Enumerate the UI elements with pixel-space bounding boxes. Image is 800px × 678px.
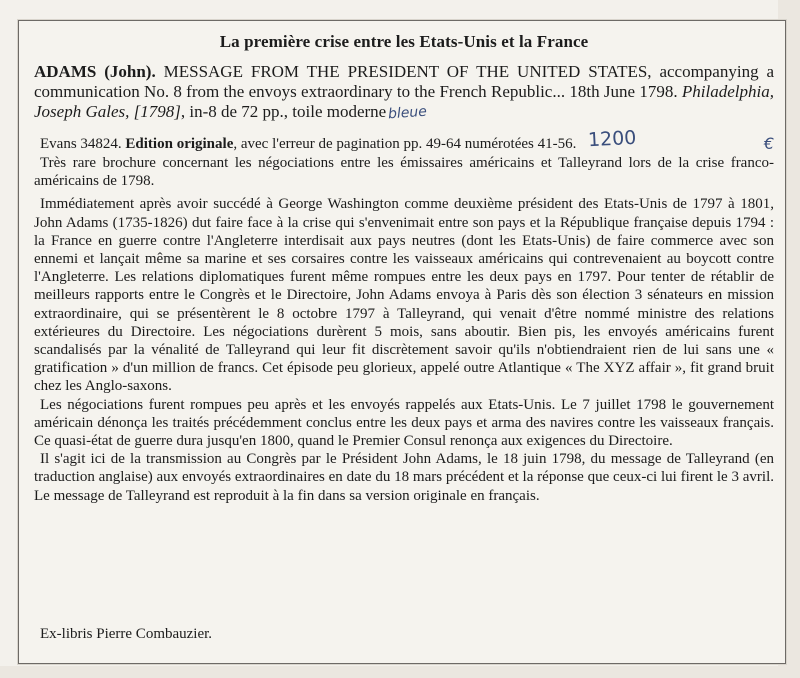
- page-edge-bottom: [0, 666, 800, 678]
- handwritten-color-note: bleue: [387, 103, 428, 123]
- paragraph-history: Immédiatement après avoir succédé à George Washington comme deuxième président des Etats-Unis de 1797 à 1801, John Adams (1735-1826) dut faire face à la crise qui s'envenimait entre son pays et la République française depuis 1794 : la France en guerre contre l'Angleterre interdisait aux pays neutres (dont les Etats-Unis) de faire commerce avec son ennemi et lançait même sa marine et ses corsaires contre les vaisseaux américains qui contrevenaient au boycott contre l'Angleterre. Les relations diplomatiques furent même rompues entre les deux pays en 1797. Pour tenter de rétablir de meilleurs rapports entre le Congrès et le Directoire, John Adams envoya à Paris dès son élection 3 sénateurs en mission extraordinaire, qui se présentèrent le 8 octobre 1797 à Talleyrand, qui venait d'être nommé ministre des relations extérieures du Directoire. Les négociations durèrent 5 mois, sans aboutir. Bien pis, les envoyés américains furent scandalisés par la vénalité de Talleyrand qui leur fit discrètement savoir qu'ils n'obtiendraient rien de lui sans une « gratification » d'un million de francs. Cet épisode peu glorieux, appelé outre Atlantique « The XYZ affair », fit grand bruit chez les Anglo-saxons.: [34, 196, 774, 395]
- evans-reference: Evans 34824.: [40, 136, 126, 152]
- euro-symbol: €: [763, 134, 774, 153]
- catalogue-entry: [34, 32, 774, 505]
- bibliographic-reference: [40, 126, 774, 154]
- paragraph-rarity: Très rare brochure concernant les négociations entre les émissaires américains et Talleyrand lors de la crise franco-américains de 1798.: [34, 155, 774, 190]
- entry-title: La première crise entre les Etats-Unis et la France: [219, 32, 589, 51]
- heading-format: , in-8 de 72 pp., toile moderne: [180, 102, 387, 121]
- paragraph-transmission: Il s'agit ici de la transmission au Congrès par le Président John Adams, le 18 juin 1798, du message de Talleyrand (en traduction anglaise) aux envoyés extraordinaires en date du 18 mars précédent et la réponse que ceux-ci lui firent le 3 avril. Le message de Talleyrand est reproduit à la fin dans sa version originale en français.: [34, 451, 774, 504]
- edition-label: Edition originale: [125, 136, 234, 152]
- heading-description: MESSAGE FROM THE PRESIDENT OF THE UNITED STATES, accompanying a communication No. 8 from the envoys extraordinary to the French Republic... 18th June 1798.: [34, 62, 775, 101]
- handwritten-price: 1200: [587, 126, 638, 152]
- pagination-note: , avec l'erreur de pagination pp. 49-64 numérotées 41-56.: [233, 136, 577, 152]
- ex-libris: Ex-libris Pierre Combauzier.: [40, 626, 213, 642]
- author-name: ADAMS (John).: [34, 62, 156, 81]
- paragraph-negotiations: Les négociations furent rompues peu après et les envoyés rappelés aux Etats-Unis. Le 7 juillet 1798 le gouvernement américain dénonça les traités précédemment conclus entre les deux pays et arma des navires contre les vaisseaux français. Ce quasi-état de guerre dura jusqu'en 1800, quand le Premier Consul renonça aux exigences du Directoire.: [34, 396, 774, 450]
- publication-place: Philadelphia, Joseph Gales, [1798]: [34, 82, 774, 121]
